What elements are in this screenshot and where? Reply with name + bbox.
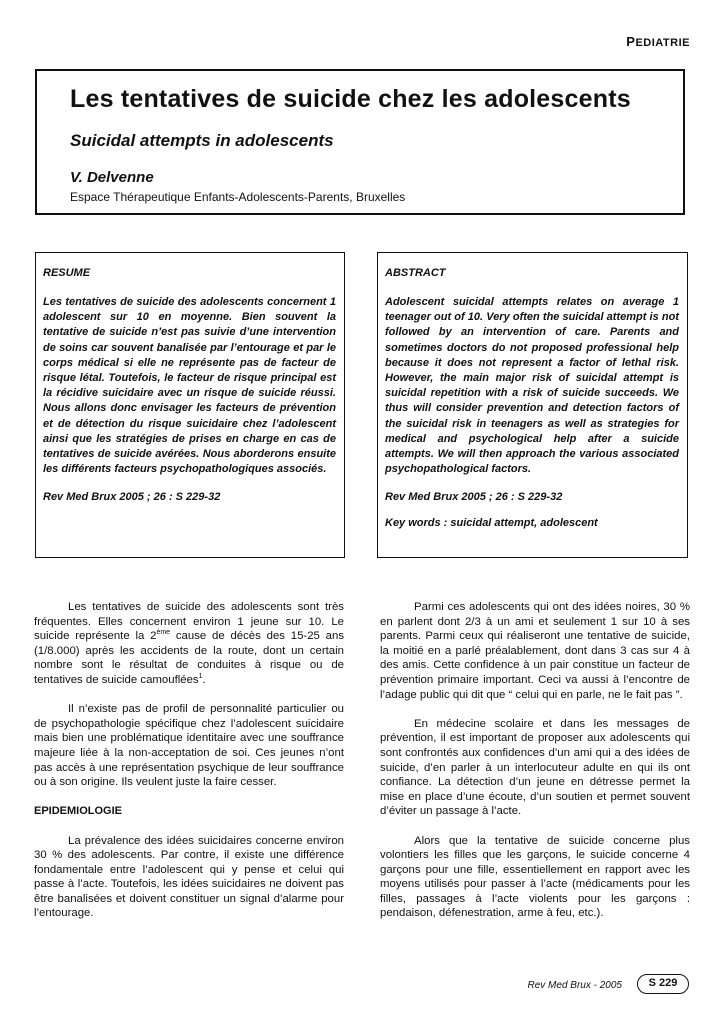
abstract-citation: Rev Med Brux 2005 ; 26 : S 229-32: [385, 491, 563, 504]
paragraph: [34, 600, 344, 688]
abstract-box: [377, 252, 688, 558]
abstract-heading: ABSTRACT: [385, 267, 446, 279]
author-name: V. Delvenne: [70, 169, 154, 186]
section-label-rest: EDIATRIE: [635, 37, 690, 49]
author-affiliation: Espace Thérapeutique Enfants-Adolescents-Parents, Bruxelles: [70, 190, 406, 204]
paragraph-text: Les tentatives de suicide des adolescents sont très fréquentes. Elles concernent environ 1 jeune sur 10. Le suicide représente la 2: [34, 601, 344, 643]
resume-text: Les tentatives de suicide des adolescents concernent 1 adolescent sur 10 en moyenne. Bien souvent la tentative de suicide n’est pas suivie d’une intervention de soins car souvent banalisée par l’entourage et par le corps médical si elle ne représente pas de facteur de risque létal. Toutefois, le facteur de risque principal est la récidive suicidaire avec un risque de suicide réussi. Nous allons donc envisager les facteurs de prévention et de détection du risque suicidaire chez l’adolescent ainsi que les stratégies de prises en charge en cas de tentatives de suicide avérées. Nous aborderons ensuite les différents facteurs psychopathologiques associés.: [43, 296, 336, 476]
reference-number: 1: [198, 673, 203, 681]
article-title-english: Suicidal attempts in adolescents: [70, 131, 334, 150]
abstract-keywords: Key words : suicidal attempt, adolescent: [385, 517, 598, 530]
article-title: Les tentatives de suicide chez les adolescents: [70, 85, 631, 113]
footer-journal: Rev Med Brux - 2005: [527, 980, 622, 991]
paragraph: Alors que la tentative de suicide concerne plus volontiers les filles que les garçons, le suicide concerne 4 garçons pour une fille, essentiellement en rapport avec les moyens utilisés pour passer à l’acte (médicaments pour les filles, passages à l’acte violents pour les garçons : pendaison, défenestration, arme à feu, etc.).: [380, 834, 690, 920]
paragraph: La prévalence des idées suicidaires concerne environ 30 % des adolescents. Par contre, il existe une différence fondamentale entre l’adolescent qui y pense et celui qui passe à l’acte. Toutefois, les idées suicidaires ne doivent pas être banalisées et doivent constituer un signal d’alarme pour l’entourage.: [34, 834, 344, 920]
paragraph-text: cause de décès des 15-25 ans (1/8.000) après les accidents de la route, dont un certain nombre sont le résultat de conduites à risque ou de tentatives de suicide camouflées: [34, 630, 345, 686]
body-column-left: [34, 600, 344, 936]
title-box: [35, 69, 685, 215]
paragraph-text: .: [202, 673, 206, 686]
abstract-text: Adolescent suicidal attempts relates on average 1 teenager out of 10. Very often the suicidal attempt is not followed by an intervention of care. Parents and sometimes doctors do not proposed professional help because it does not represent a factor of lethal risk. However, the main major risk of suicidal attempt is suicidal repetition with a risk of suicide succeeds. We thus will consider prevention and detection factors of the suicidal risk in teenagers as well as strategies for medical and psychological help after a suicide attempts. We will then approach the various associated psychopathological factors.: [385, 296, 679, 476]
section-heading: EPIDEMIOLOGIE: [34, 805, 123, 818]
paragraph: Parmi ces adolescents qui ont des idées noires, 30 % en parlent dont 2/3 à un ami et seulement 1 sur 10 à ses parents. Parmi ceux qui réaliseront une tentative de suicide, la moitié en a parlé préalablement, dont dans 3 cas sur 4 à des amis. Cette confidence à un pair constitue un facteur de prévention primaire important. Ceci va aussi à l’encontre de l’adage public qui dit que “ celui qui en parle, ne le fait pas ”.: [380, 601, 690, 701]
paragraph: En médecine scolaire et dans les messages de prévention, il est important de proposer aux adolescents qui sont confrontés aux confidences d’un ami qui a des idées de suicide, d’en parler à un interlocuteur adulte en qui ils ont confiance. La détection d’un jeune en détresse permet la mise en place d’une écoute, d’un soutien et permet souvent d’éviter un passage à l’acte.: [380, 717, 690, 818]
page-number-badge: S 229: [637, 974, 689, 994]
section-label-initial: P: [626, 34, 636, 49]
resume-citation: Rev Med Brux 2005 ; 26 : S 229-32: [43, 491, 221, 504]
superscript-ordinal: ème: [156, 629, 171, 637]
body-column-right: [380, 600, 690, 936]
section-label: [626, 34, 690, 49]
resume-heading: RESUME: [43, 267, 91, 279]
paragraph: Il n’existe pas de profil de personnalité particulier ou de psychopathologie spécifique chez l’adolescent suicidaire mais bien une problématique identitaire avec une souffrance majeure liée à la non-acceptation de soi. Ces jeunes n’ont pas accès à une représentation psychique de leur souffrance ou à son origine. Ils veulent juste la faire cesser.: [34, 703, 344, 789]
resume-box: [35, 252, 345, 558]
